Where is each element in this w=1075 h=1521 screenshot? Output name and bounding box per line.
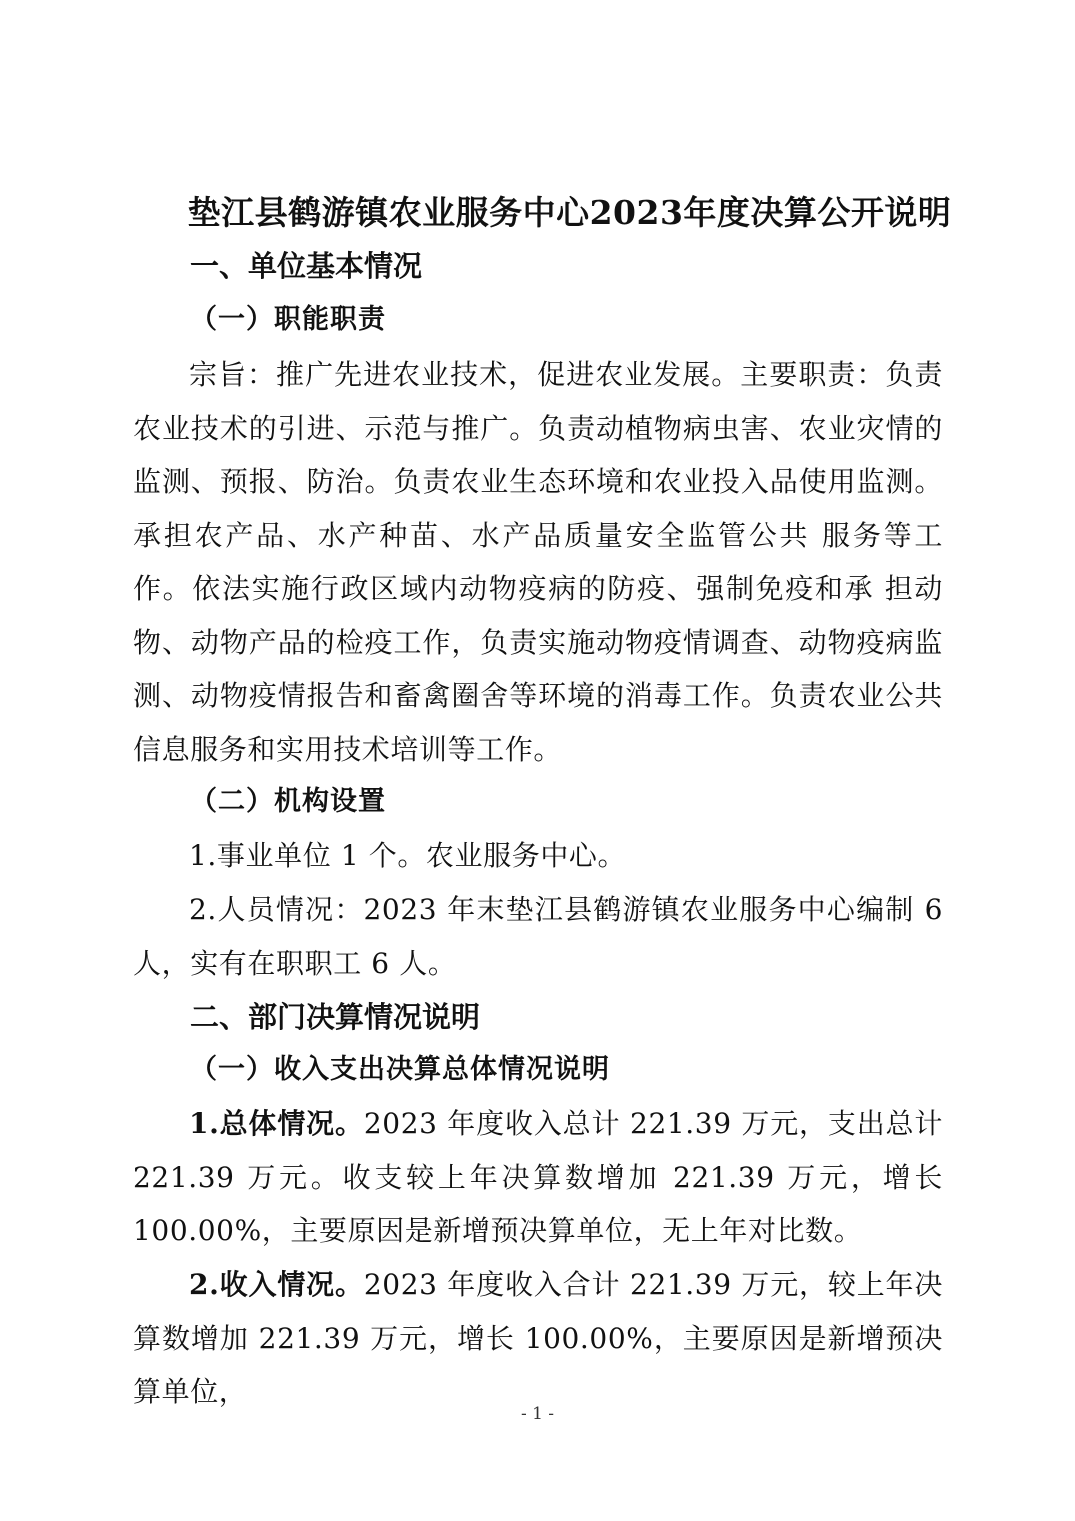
- overall-situation-text: 2023 年度收入总计 221.39 万元，支出总计 221.39 万元。收支较上年决算数增加 221.39 万元，增长 100.00%，主要原因是新增预决算单位，无上年对比数。: [133, 1107, 943, 1247]
- overall-situation-paragraph: [133, 1097, 943, 1258]
- organization-item-1: 1.事业单位 1 个。农业服务中心。: [189, 839, 627, 872]
- overall-situation-label: 1.总体情况。: [189, 1107, 364, 1140]
- section-heading-final-accounts: 二、部门决算情况说明: [190, 1000, 481, 1034]
- subsection-heading-organization: （二）机构设置: [190, 786, 386, 817]
- functions-paragraph: 宗旨：推广先进农业技术，促进农业发展。主要职责：负责农业技术的引进、示范与推广。负责动植物病虫害、农业灾情的监测、预报、防治。负责农业生态环境和农业投入品使用监测。承担农产品、水产种苗、水产品质量安全监管公共 服务等工作。依法实施行政区域内动物疫病的防疫、强制免疫和承 担动物、动物产品的检疫工作，负责实施动物疫情调查、动物疫病监测、动物疫情报告和畜禽圈舍等环境的消毒工作。负责农业公共信息服务和实用技术培训等工作。: [133, 358, 943, 766]
- section-heading-basic-info: 一、单位基本情况: [190, 249, 423, 283]
- page-number: - 1 -: [520, 1404, 555, 1424]
- income-situation-label: 2.收入情况。: [189, 1268, 364, 1301]
- income-situation-text: 2023 年度收入合计 221.39 万元，较上年决算数增加 221.39 万元，增长 100.00%，主要原因是新增预决算单位，: [133, 1268, 943, 1408]
- income-situation-paragraph: [133, 1258, 943, 1419]
- subsection-heading-income-expense: （一）收入支出决算总体情况说明: [190, 1054, 610, 1085]
- organization-item-2: 2.人员情况：2023 年末垫江县鹤游镇农业服务中心编制 6 人，实有在职职工 6 人。: [133, 893, 943, 980]
- subsection-heading-functions: （一）职能职责: [190, 304, 386, 335]
- document-title: 垫江县鹤游镇农业服务中心2023年度决算公开说明: [187, 193, 952, 232]
